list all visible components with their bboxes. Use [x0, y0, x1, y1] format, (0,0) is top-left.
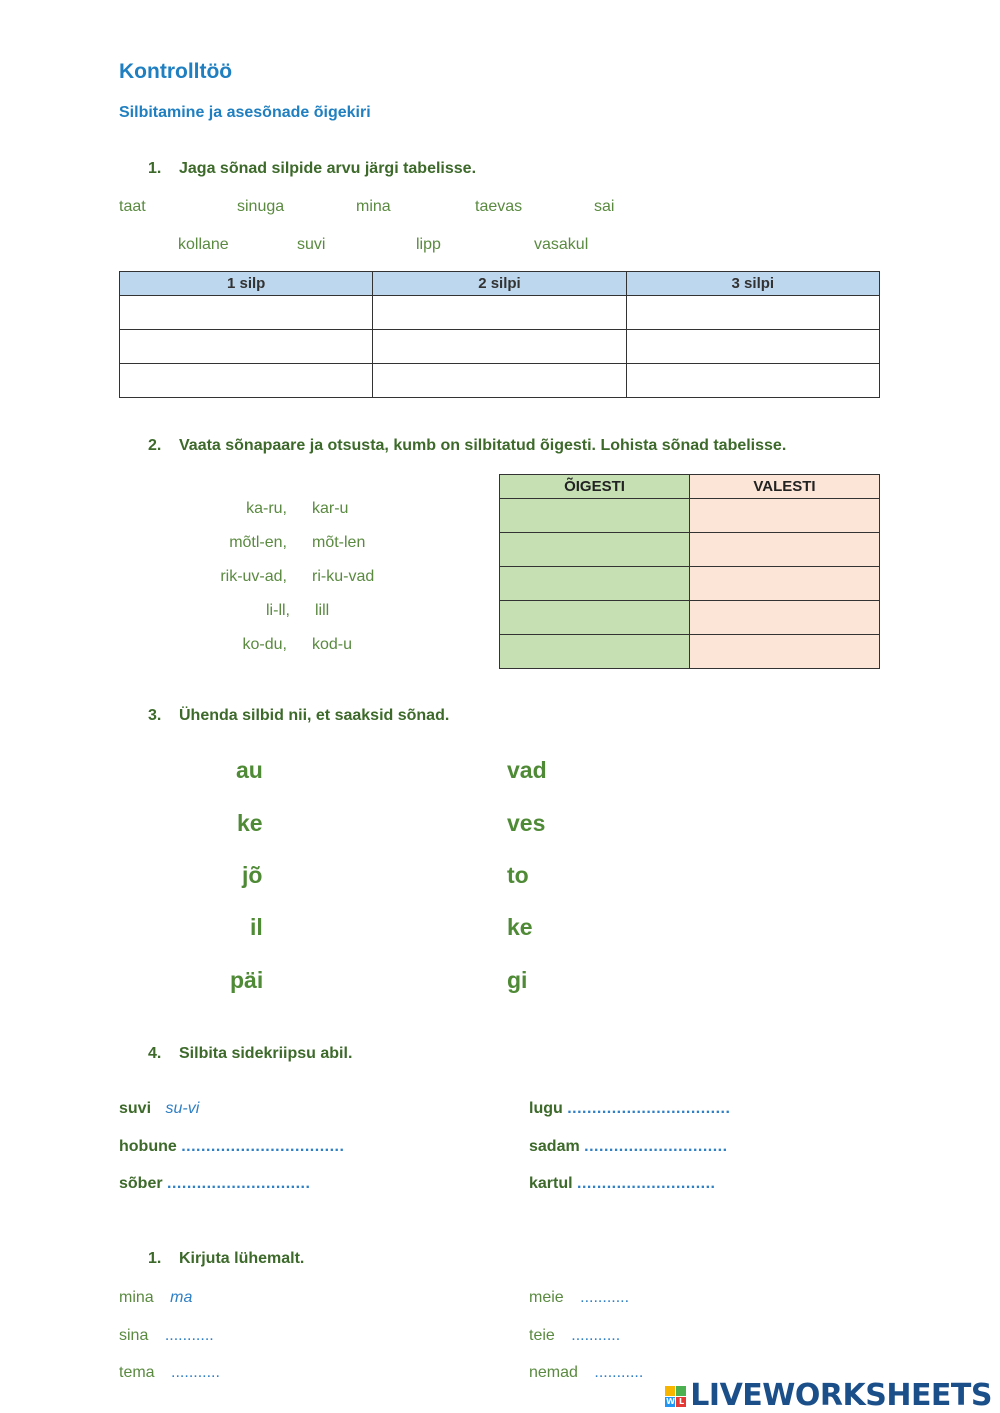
answer-field[interactable]: .............................: [584, 1138, 728, 1155]
syllable-right[interactable]: to: [507, 862, 529, 888]
drop-cell[interactable]: [373, 330, 626, 364]
correct-wrong-table: [499, 474, 880, 669]
q3-instruction: Ühenda silbid nii, et saaksid sõnad.: [179, 707, 450, 724]
word-label: sõber: [119, 1175, 163, 1192]
drop-cell-wrong[interactable]: [689, 499, 879, 533]
pair-option-b[interactable]: kar-u: [312, 500, 349, 517]
q1-word[interactable]: suvi: [297, 236, 326, 253]
drop-cell[interactable]: [120, 296, 373, 330]
q1-word[interactable]: sai: [594, 198, 615, 215]
answer-field[interactable]: .............................: [167, 1175, 311, 1192]
syllable-table: [119, 271, 880, 398]
pair-option-b[interactable]: mõt-len: [312, 534, 366, 551]
drop-cell[interactable]: [373, 296, 626, 330]
word-label: sina: [119, 1327, 149, 1344]
pair-option-a[interactable]: mõtl-en,: [229, 534, 287, 551]
syllable-left[interactable]: päi: [230, 967, 264, 993]
header-correct: ÕIGESTI: [500, 475, 690, 499]
word-label: kartul: [529, 1175, 573, 1192]
drop-cell-wrong[interactable]: [689, 533, 879, 567]
drop-cell-correct[interactable]: [500, 499, 690, 533]
q1-word[interactable]: taat: [119, 198, 146, 215]
drop-cell[interactable]: [373, 364, 626, 398]
page-title: Kontrolltöö: [119, 60, 233, 83]
drop-cell[interactable]: [626, 364, 879, 398]
q1-word[interactable]: sinuga: [237, 198, 285, 215]
drop-cell-wrong[interactable]: [689, 567, 879, 601]
table-header: 2 silpi: [373, 272, 626, 296]
pair-option-a[interactable]: ka-ru,: [246, 500, 287, 517]
q1-word[interactable]: mina: [356, 198, 391, 215]
drop-cell-wrong[interactable]: [689, 601, 879, 635]
answer-field[interactable]: .................................: [567, 1100, 731, 1117]
drop-cell-wrong[interactable]: [689, 635, 879, 669]
word-label: meie: [529, 1289, 564, 1306]
word-label: mina: [119, 1289, 154, 1306]
word-label: tema: [119, 1364, 155, 1381]
q2-number: 2.: [148, 437, 162, 454]
logo-text: LIVEWORKSHEETS: [690, 1378, 992, 1413]
syllable-right[interactable]: ves: [507, 810, 546, 836]
syllable-left[interactable]: jõ: [242, 862, 263, 888]
page-subtitle: Silbitamine ja asesõnade õigekiri: [119, 104, 371, 121]
word-label: hobune: [119, 1138, 177, 1155]
drop-cell[interactable]: [120, 364, 373, 398]
q1-number: 1.: [148, 160, 162, 177]
q1-word[interactable]: lipp: [416, 236, 441, 253]
header-wrong: VALESTI: [689, 475, 879, 499]
answer-field[interactable]: ...........: [571, 1327, 621, 1344]
syllable-left[interactable]: ke: [237, 810, 263, 836]
pair-option-a[interactable]: li-ll,: [266, 602, 290, 619]
q1-instruction: Jaga sõnad silpide arvu järgi tabelisse.: [179, 160, 477, 177]
pair-option-b[interactable]: ri-ku-vad: [312, 568, 375, 585]
word-label: lugu: [529, 1100, 563, 1117]
word-label: suvi: [119, 1100, 152, 1117]
syllable-right[interactable]: ke: [507, 914, 533, 940]
table-header: 3 silpi: [626, 272, 879, 296]
q4-number: 4.: [148, 1045, 162, 1062]
word-label: nemad: [529, 1364, 578, 1381]
q2-instruction: Vaata sõnapaare ja otsusta, kumb on silbitatud õigesti. Lohista sõnad tabelisse.: [179, 437, 787, 454]
drop-cell[interactable]: [120, 330, 373, 364]
q5-number: 1.: [148, 1250, 162, 1267]
syllable-right[interactable]: gi: [507, 967, 528, 993]
table-header: 1 silp: [120, 272, 373, 296]
answer-field[interactable]: ...........: [171, 1364, 220, 1381]
drop-cell-correct[interactable]: [500, 533, 690, 567]
q1-word[interactable]: kollane: [178, 236, 229, 253]
pair-option-b[interactable]: lill: [315, 602, 330, 619]
q5-instruction: Kirjuta lühemalt.: [179, 1250, 305, 1267]
pair-option-b[interactable]: kod-u: [312, 636, 353, 653]
q1-word[interactable]: vasakul: [534, 236, 589, 253]
word-label: sadam: [529, 1138, 580, 1155]
syllable-left[interactable]: au: [236, 757, 263, 783]
word-label: teie: [529, 1327, 555, 1344]
answer-field[interactable]: .................................: [181, 1138, 345, 1155]
syllable-left[interactable]: il: [250, 914, 263, 940]
drop-cell-correct[interactable]: [500, 567, 690, 601]
pair-option-a[interactable]: rik-uv-ad,: [220, 568, 287, 585]
answer-field[interactable]: ...........: [164, 1327, 214, 1344]
q1-word[interactable]: taevas: [475, 198, 523, 215]
q3-number: 3.: [148, 707, 162, 724]
pair-option-a[interactable]: ko-du,: [242, 636, 287, 653]
syllable-right[interactable]: vad: [507, 757, 547, 783]
drop-cell[interactable]: [626, 296, 879, 330]
liveworksheets-logo: [665, 1378, 992, 1413]
example-answer: ma: [170, 1289, 193, 1306]
drop-cell[interactable]: [626, 330, 879, 364]
answer-field[interactable]: ...........: [580, 1289, 630, 1306]
answer-field[interactable]: ...........: [594, 1364, 644, 1381]
example-answer: su-vi: [165, 1100, 200, 1117]
drop-cell-correct[interactable]: [500, 635, 690, 669]
drop-cell-correct[interactable]: [500, 601, 690, 635]
q4-instruction: Silbita sidekriipsu abil.: [179, 1045, 353, 1062]
answer-field[interactable]: ............................: [577, 1175, 716, 1192]
logo-icon: W L: [665, 1386, 687, 1408]
